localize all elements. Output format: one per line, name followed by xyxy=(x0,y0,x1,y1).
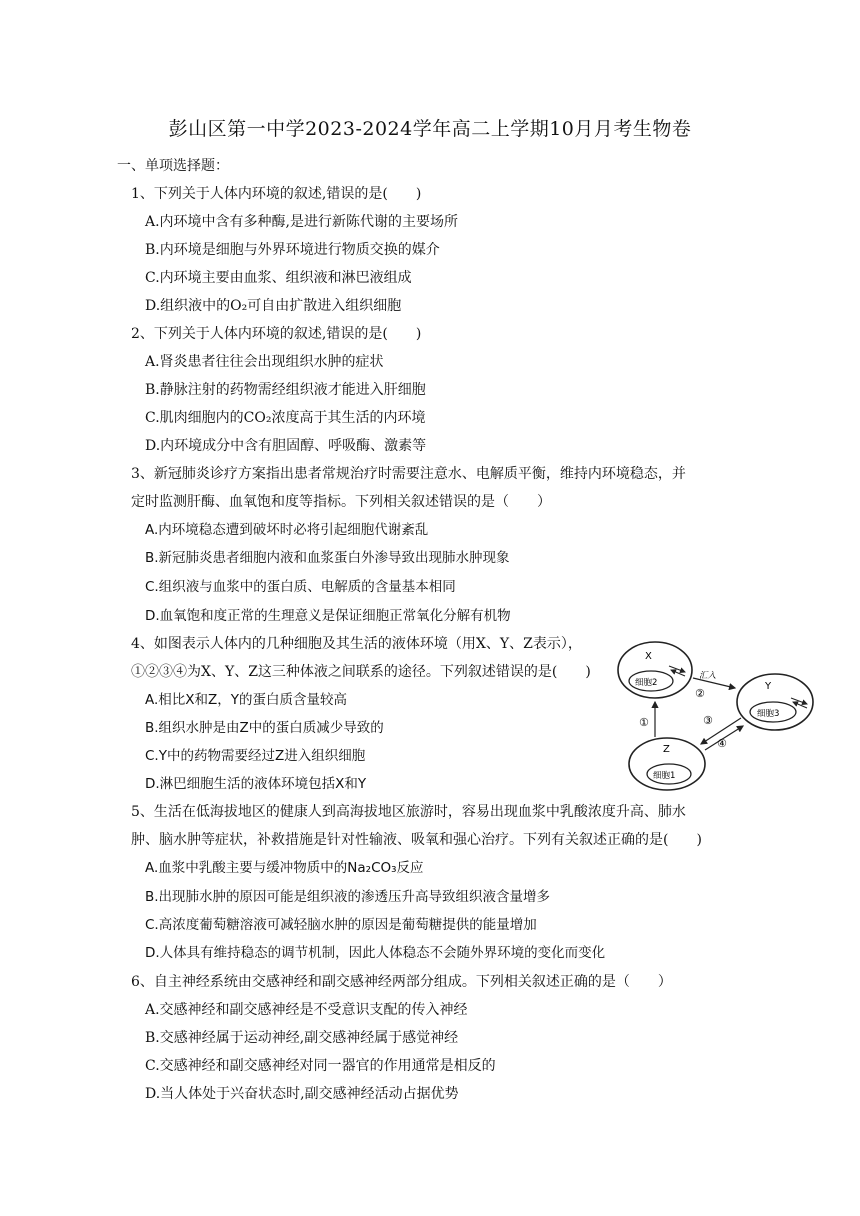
path-4-label: ④ xyxy=(717,737,727,750)
question-5-option-b: B.出现肺水肿的原因可能是组织液的渗透压升高导致组织液含量增多 xyxy=(145,889,551,905)
fluid-x-label: X xyxy=(645,651,652,662)
exam-title: 彭山区第一中学2023-2024学年高二上学期10月月考生物卷 xyxy=(168,118,692,140)
path-2-label: ② xyxy=(695,687,705,700)
question-2-stem: 2、下列关于人体内环境的叙述,错误的是( ) xyxy=(131,326,422,342)
path-3-label: ③ xyxy=(703,714,713,727)
cell-2-label: 细胞2 xyxy=(635,678,658,688)
question-1-option-a: A.内环境中含有多种酶,是进行新陈代谢的主要场所 xyxy=(145,214,459,230)
question-4-stem-line-1: 4、如图表示人体内的几种细胞及其生活的液体环境（用X、Y、Z表示）， xyxy=(131,636,582,652)
question-3-stem-line-1: 3、新冠肺炎诊疗方案指出患者常规治疗时需要注意水、电解质平衡，维持内环境稳态，并 xyxy=(131,466,686,482)
question-6-option-b: B.交感神经属于运动神经,副交感神经属于感觉神经 xyxy=(145,1030,459,1046)
question-3-stem-line-2: 定时监测肝酶、血氧饱和度等指标。下列相关叙述错误的是（ ） xyxy=(131,494,551,510)
question-1-option-d: D.组织液中的O₂可自由扩散进入组织细胞 xyxy=(145,298,402,314)
question-5-stem-line-1: 5、生活在低海拔地区的健康人到高海拔地区旅游时，容易出现血浆中乳酸浓度升高、肺水 xyxy=(131,804,686,820)
question-6-option-a: A.交感神经和副交感神经是不受意识支配的传入神经 xyxy=(145,1002,468,1018)
question-4-option-b: B.组织水肿是由Z中的蛋白质减少导致的 xyxy=(145,720,384,736)
question-4-option-d: D.淋巴细胞生活的液体环境包括X和Y xyxy=(145,776,367,792)
question-2-option-d: D.内环境成分中含有胆固醇、呼吸酶、激素等 xyxy=(145,438,427,454)
fluid-y-label: Y xyxy=(765,681,772,692)
question-3-option-b: B.新冠肺炎患者细胞内液和血浆蛋白外渗导致出现肺水肿现象 xyxy=(145,550,510,566)
question-5-option-d: D.人体具有维持稳态的调节机制，因此人体稳态不会随外界环境的变化而变化 xyxy=(145,945,606,961)
question-1-option-b: B.内环境是细胞与外界环境进行物质交换的媒介 xyxy=(145,242,440,258)
fluid-z-label: Z xyxy=(663,744,670,755)
question-2-option-a: A.肾炎患者往往会出现组织水肿的症状 xyxy=(145,354,384,370)
merge-label: 汇入 xyxy=(699,671,717,681)
cell-1-label: 细胞1 xyxy=(653,771,676,781)
question-1-option-c: C.内环境主要由血浆、组织液和淋巴液组成 xyxy=(145,270,412,286)
question-4-option-c: C.Y中的药物需要经过Z进入组织细胞 xyxy=(145,748,366,764)
question-2-option-c: C.肌肉细胞内的CO₂浓度高于其生活的内环境 xyxy=(145,410,426,426)
question-6-stem: 6、自主神经系统由交感神经和副交感神经两部分组成。下列相关叙述正确的是（ ） xyxy=(131,974,672,990)
question-3-option-c: C.组织液与血浆中的蛋白质、电解质的含量基本相同 xyxy=(145,579,456,595)
question-6-option-d: D.当人体处于兴奋状态时,副交感神经活动占据优势 xyxy=(145,1086,459,1102)
question-5-stem-line-2: 肿、脑水肿等症状，补救措施是针对性输液、吸氧和强心治疗。下列有关叙述正确的是( ) xyxy=(131,832,702,848)
question-1-stem: 1、下列关于人体内环境的叙述,错误的是( ) xyxy=(131,186,422,202)
section-heading: 一、单项选择题： xyxy=(117,158,229,174)
question-4-stem-line-2: ①②③④为X、Y、Z这三种体液之间联系的途径。下列叙述错误的是( ) xyxy=(131,664,591,680)
question-2-option-b: B.静脉注射的药物需经组织液才能进入肝细胞 xyxy=(145,382,426,398)
question-3-option-d: D.血氧饱和度正常的生理意义是保证细胞正常氧化分解有机物 xyxy=(145,608,511,624)
path-1-label: ① xyxy=(639,716,649,729)
question-5-option-a: A.血浆中乳酸主要与缓冲物质中的Na₂CO₃反应 xyxy=(145,860,424,876)
body-fluid-diagram xyxy=(615,640,815,792)
cell-3-label: 细胞3 xyxy=(757,709,780,719)
question-4-option-a: A.相比X和Z，Y的蛋白质含量较高 xyxy=(145,692,348,708)
question-5-option-c: C.高浓度葡萄糖溶液可减轻脑水肿的原因是葡萄糖提供的能量增加 xyxy=(145,917,537,933)
question-6-option-c: C.交感神经和副交感神经对同一器官的作用通常是相反的 xyxy=(145,1058,496,1074)
question-3-option-a: A.内环境稳态遭到破坏时必将引起细胞代谢紊乱 xyxy=(145,522,429,538)
